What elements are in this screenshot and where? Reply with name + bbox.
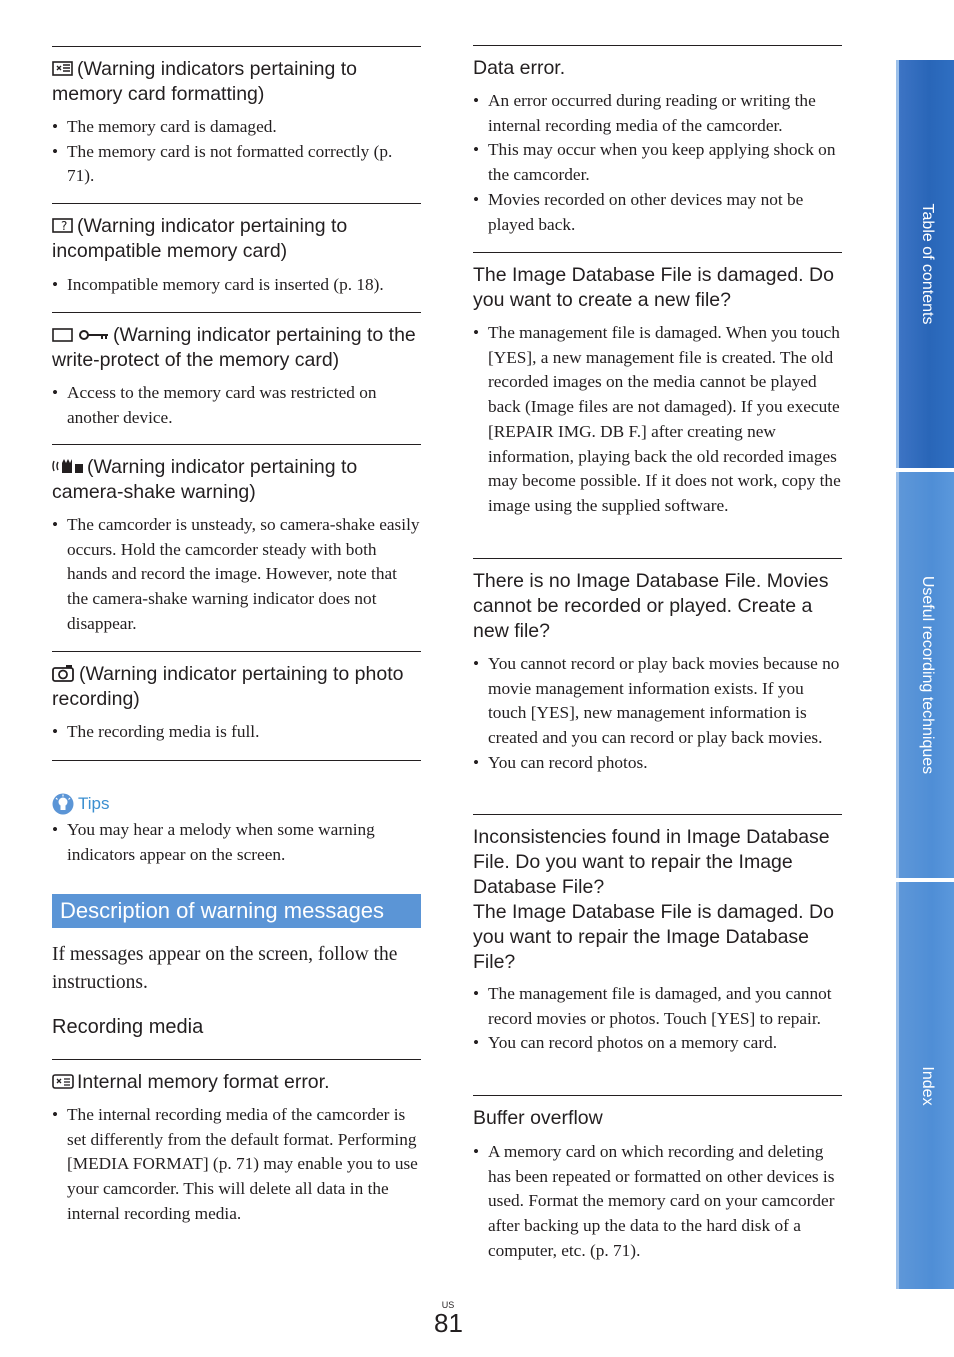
bullet-list [52,720,421,745]
list-item: • You can record photos on a memory card. [473,1031,842,1056]
divider [52,46,421,47]
list-item: • This may occur when you keep applying shock on the camcorder. [473,138,842,187]
bullet-list [473,1140,842,1264]
internal-memory-error-icon [52,1073,74,1090]
divider [52,1059,421,1060]
bullet-list [473,89,842,237]
tips-heading: Tips [52,793,110,815]
write-protect-lock-icon [52,326,110,343]
list-item: • The memory card is not formatted correctly (p. 71). [52,140,421,189]
tab-table-of-contents[interactable]: Table of contents [896,60,954,468]
intro-text: If messages appear on the screen, follow the instructions. [52,944,398,993]
bullet-list [52,513,421,637]
divider [473,558,842,559]
lightbulb-icon [52,793,74,815]
list-item: • Movies recorded on other devices may not be played back. [473,188,842,237]
divider [52,203,421,204]
list-item: • Incompatible memory card is inserted (p. 18). [52,273,421,298]
section-heading: (Warning indicator pertaining to the write-protect of the memory card) [52,324,416,371]
list-item: • The camcorder is unsteady, so camera-shake easily occurs. Hold the camcorder steady with both hands and record the image. However, note that the camera-shake warning indicator does not disappear. [52,513,421,637]
section-bar-heading: Description of warning messages [52,894,421,928]
tab-index[interactable]: Index [896,882,954,1289]
subheading: Recording media [52,1016,204,1038]
list-item: • You can record photos. [473,751,842,776]
tab-useful-recording-techniques[interactable]: Useful recording techniques [896,472,954,878]
bullet-list [473,321,842,519]
divider [52,760,421,761]
bullet-list [52,115,421,189]
list-item: • The internal recording media of the camcorder is set differently from the default format. Performing [MEDIA FORMAT] (p. 71) may enable you to use your camcorder. This will delete all data in the internal recording media. [52,1103,421,1227]
list-item: • The management file is damaged, and you cannot record movies or photos. Touch [YES] to repair. [473,982,842,1031]
bullet-list [52,1103,421,1227]
section-heading: Buffer overflow [473,1107,603,1129]
list-item: • You may hear a melody when some warning indicators appear on the screen. [52,818,421,867]
divider [473,252,842,253]
svg-text:?: ? [61,219,68,233]
section-heading: (Warning indicators pertaining to memory card formatting) [52,58,357,105]
divider [52,651,421,652]
bullet-list [52,273,421,298]
list-item: • The management file is damaged. When you touch [YES], a new management file is created. The old recorded images on the media cannot be played back (Image files are not damaged). If you execute [REPAIR IMG. DB F.] after creating new information, playing back the old recorded images may become possible. If it does not work, copy the image using the supplied software. [473,321,842,519]
divider [52,444,421,445]
bullet-list [52,818,421,867]
section-heading: There is no Image Database File. Movies cannot be recorded or played. Create a new file? [473,570,829,642]
list-item: • You cannot record or play back movies because no movie management information exists. If you touch [YES], new management information is created and you can record or play back movies. [473,652,842,751]
bullet-list [52,381,421,430]
list-item: • Access to the memory card was restricted on another device. [52,381,421,430]
section-heading: Inconsistencies found in Image Database File. Do you want to repair the Image Database File? [473,826,830,898]
divider [52,312,421,313]
section-heading: ? (Warning indicator pertaining to incompatible memory card) [52,215,348,262]
list-item: • The recording media is full. [52,720,421,745]
memory-card-format-warning-icon [52,60,74,77]
section-heading: (Warning indicator pertaining to photo recording) [52,663,404,710]
section-heading: (Warning indicator pertaining to camera-shake warning) [52,456,358,503]
incompatible-card-warning-icon [52,217,74,234]
list-item: • The memory card is damaged. [52,115,421,140]
photo-recording-camera-icon [52,664,76,682]
divider [473,814,842,815]
page-number: US 81 [434,1300,463,1338]
section-heading: Data error. [473,57,566,79]
list-item: • An error occurred during reading or writing the internal recording media of the camcorder. [473,89,842,138]
bullet-list [473,982,842,1056]
bullet-list [473,652,842,776]
camera-shake-icon [52,457,84,475]
section-heading: Internal memory format error. [52,1070,421,1095]
divider [473,1095,842,1096]
section-heading: The Image Database File is damaged. Do you want to repair the Image Database File? [473,901,834,973]
list-item: • A memory card on which recording and deleting has been repeated or formatted on other devices is used. Format the memory card on your camcorder after backing up the data to the hard disk of a computer, etc. (p. 71). [473,1140,842,1264]
section-heading: The Image Database File is damaged. Do you want to create a new file? [473,264,834,311]
divider [473,45,842,46]
